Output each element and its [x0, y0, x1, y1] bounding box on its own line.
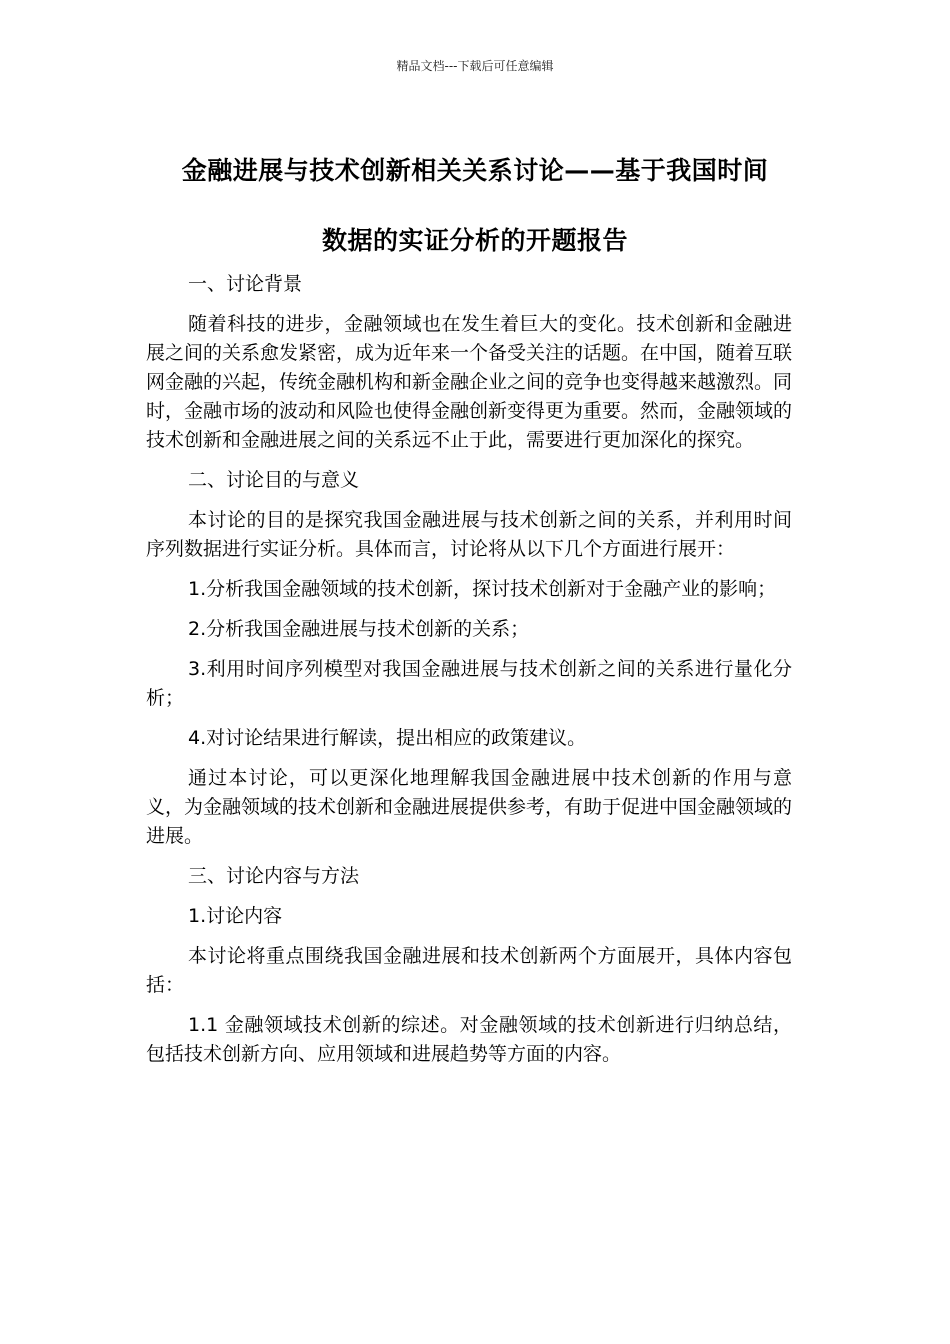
page-header-note: 精品文档---下载后可任意编辑 [396, 59, 554, 73]
subsection-heading-content: 1.讨论内容 [188, 905, 283, 927]
document-title-line-1: 金融进展与技术创新相关关系讨论——基于我国时间 [181, 156, 769, 185]
paragraph-background: 随着科技的进步，金融领域也在发生着巨大的变化。技术创新和金融进展之间的关系愈发紧密，成为近年来一个备受关注的话题。在中国，随着互联网金融的兴起，传统金融机构和新金融企业之间的竞争也变得越来越激烈。同时，金融市场的波动和风险也使得金融创新变得更为重要。然而，金融领域的技术创新和金融进展之间的关系远不止于此，需要进行更加深化的探究。 [146, 313, 793, 451]
paragraph-content-intro: 本讨论将重点围绕我国金融进展和技术创新两个方面展开，具体内容包括： [146, 945, 792, 996]
list-item-1: 1.分析我国金融领域的技术创新，探讨技术创新对于金融产业的影响； [188, 578, 777, 600]
list-item-2: 2.分析我国金融进展与技术创新的关系； [188, 618, 530, 640]
section-heading-background: 一、讨论背景 [188, 273, 303, 295]
list-item-3: 3.利用时间序列模型对我国金融进展与技术创新之间的关系进行量化分析； [146, 658, 792, 709]
paragraph-significance: 通过本讨论，可以更深化地理解我国金融进展中技术创新的作用与意义，为金融领域的技术创新和金融进展提供参考，有助于促进中国金融领域的进展。 [146, 767, 793, 847]
document-body [146, 270, 792, 1080]
paragraph-purpose: 本讨论的目的是探究我国金融进展与技术创新之间的关系，并利用时间序列数据进行实证分析。具体而言，讨论将从以下几个方面进行展开： [146, 509, 792, 560]
document-title [140, 136, 810, 276]
list-item-4: 4.对讨论结果进行解读，提出相应的政策建议。 [188, 727, 587, 749]
section-heading-purpose: 二、讨论目的与意义 [188, 469, 360, 491]
section-heading-content-method: 三、讨论内容与方法 [188, 865, 360, 887]
document-title-line-2: 数据的实证分析的开题报告 [321, 226, 628, 255]
paragraph-content-1-1: 1.1 金融领域技术创新的综述。对金融领域的技术创新进行归纳总结，包括技术创新方向、应用领域和进展趋势等方面的内容。 [146, 1014, 792, 1065]
